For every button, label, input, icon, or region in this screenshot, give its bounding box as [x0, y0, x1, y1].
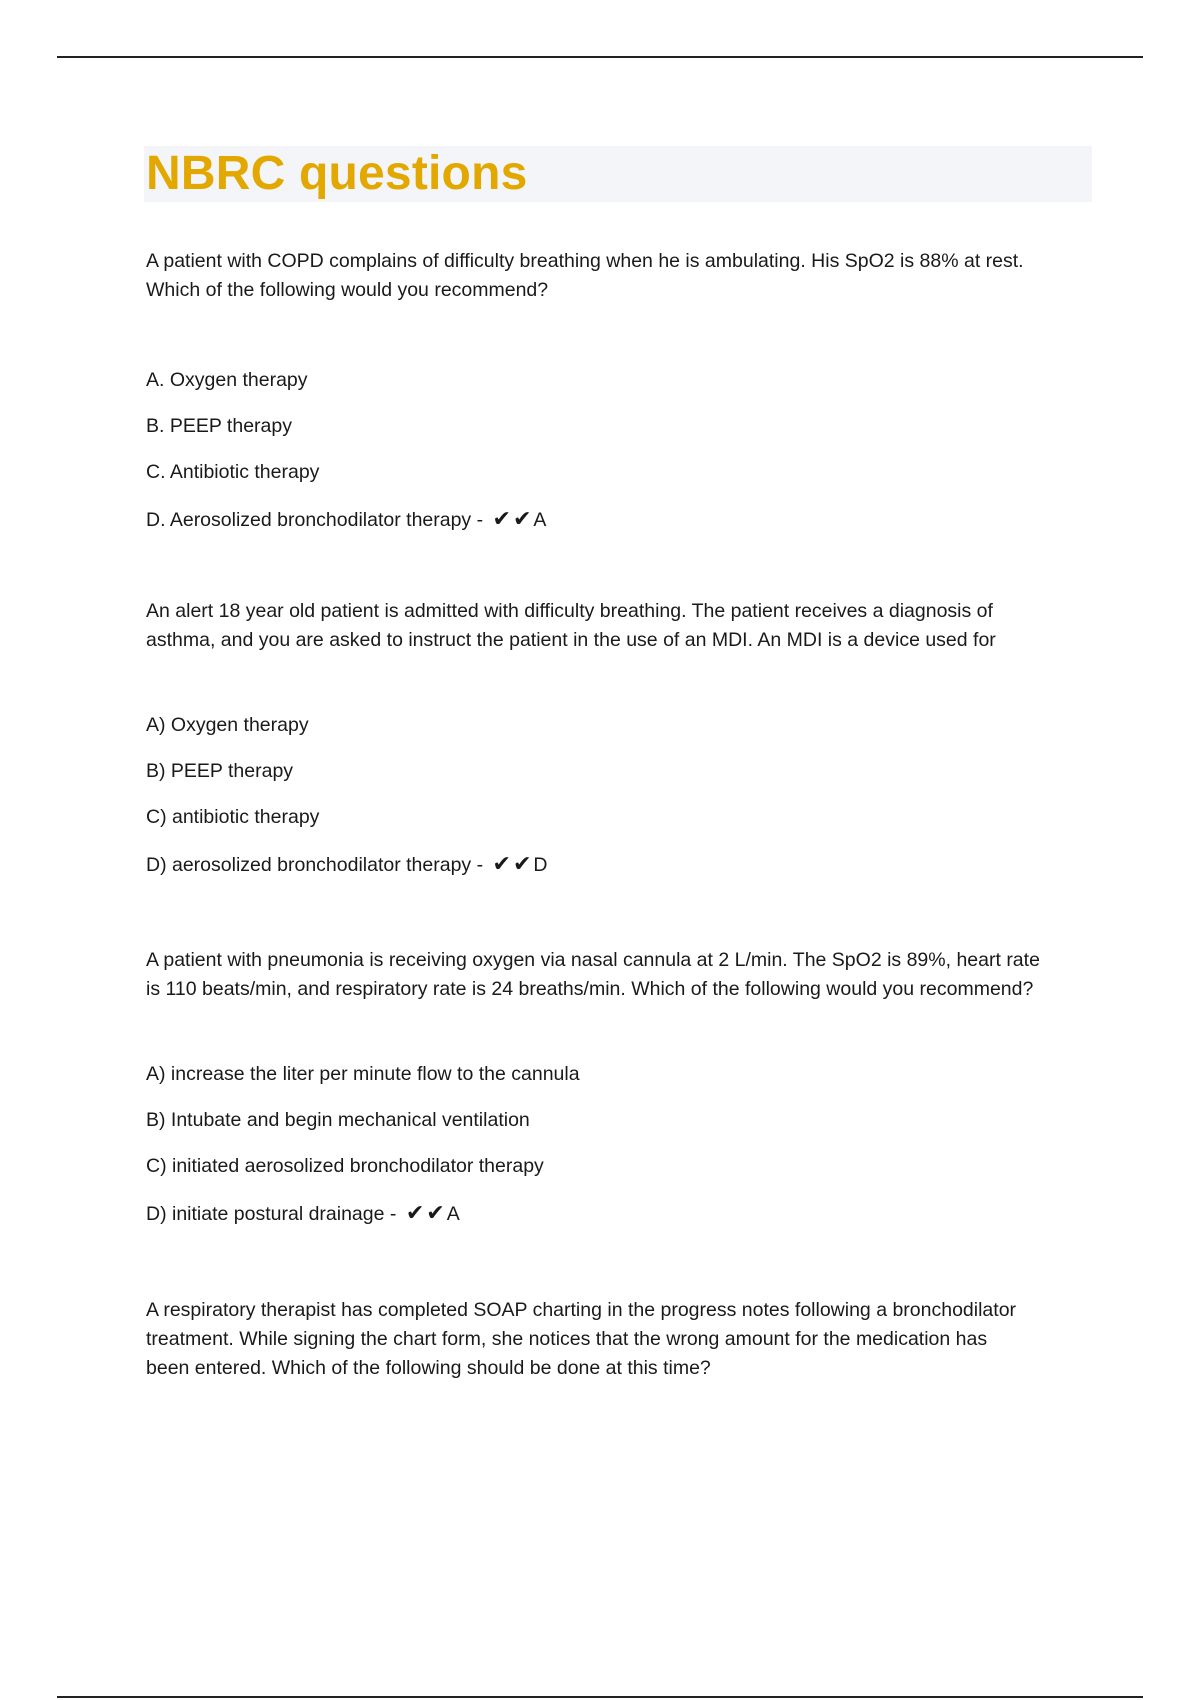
- answer-key: A: [533, 509, 547, 531]
- answer-options: [146, 366, 546, 550]
- document-title: NBRC questions: [146, 147, 528, 200]
- option-text: C) antibiotic therapy: [146, 806, 320, 828]
- option-text: D. Aerosolized bronchodilator therapy -: [146, 509, 484, 531]
- question-stem: A respiratory therapist has completed SOAP charting in the progress notes following a bronchodilator treatment. While signing the chart form, she notices that the wrong amount for the medication has been entered. Which of the following should be done at this time?: [146, 1299, 1017, 1379]
- option-text: C) initiated aerosolized bronchodilator therapy: [146, 1155, 544, 1177]
- option-a: [146, 366, 546, 412]
- option-text: D) aerosolized bronchodilator therapy -: [146, 854, 484, 876]
- option-a: [146, 1060, 580, 1106]
- option-text: B) PEEP therapy: [146, 760, 294, 782]
- option-d: [146, 849, 547, 895]
- option-d: [146, 1198, 580, 1244]
- check-mark-icon: ✔✔: [492, 851, 534, 876]
- question-1: [146, 247, 1096, 531]
- question-4: [146, 1296, 1096, 1383]
- answer-options: [146, 711, 547, 895]
- option-text: A) increase the liter per minute flow to the cannula: [146, 1063, 580, 1085]
- option-c: [146, 458, 546, 504]
- option-text: A. Oxygen therapy: [146, 369, 308, 391]
- option-text: B) Intubate and begin mechanical ventilation: [146, 1109, 530, 1131]
- answer-key: D: [533, 854, 548, 876]
- question-stem: A patient with pneumonia is receiving oxygen via nasal cannula at 2 L/min. The SpO2 is 89%, heart rate is 110 beats/min, and respiratory rate is 24 breaths/min. Which of the following would you recommend?: [146, 949, 1040, 1000]
- question-2: [146, 597, 1096, 876]
- question-3: [146, 946, 1096, 1225]
- answer-options: [146, 1060, 580, 1244]
- option-b: [146, 757, 547, 803]
- option-c: [146, 1152, 580, 1198]
- question-stem: A patient with COPD complains of difficulty breathing when he is ambulating. His SpO2 is 88% at rest. Which of the following would you recommend?: [146, 250, 1024, 301]
- option-b: [146, 412, 546, 458]
- check-mark-icon: ✔✔: [405, 1200, 447, 1225]
- bottom-rule: [57, 1696, 1143, 1698]
- check-mark-icon: ✔✔: [492, 506, 534, 531]
- option-c: [146, 803, 547, 849]
- option-b: [146, 1106, 580, 1152]
- option-a: [146, 711, 547, 757]
- question-stem: An alert 18 year old patient is admitted with difficulty breathing. The patient receives a diagnosis of asthma, and you are asked to instruct the patient in the use of an MDI. An MDI is a device used for: [146, 600, 996, 651]
- option-text: B. PEEP therapy: [146, 415, 292, 437]
- option-text: A) Oxygen therapy: [146, 714, 309, 736]
- top-rule: [57, 56, 1143, 58]
- option-d: [146, 504, 546, 550]
- option-text: C. Antibiotic therapy: [146, 461, 320, 483]
- answer-key: A: [446, 1203, 460, 1225]
- option-text: D) initiate postural drainage -: [146, 1203, 397, 1225]
